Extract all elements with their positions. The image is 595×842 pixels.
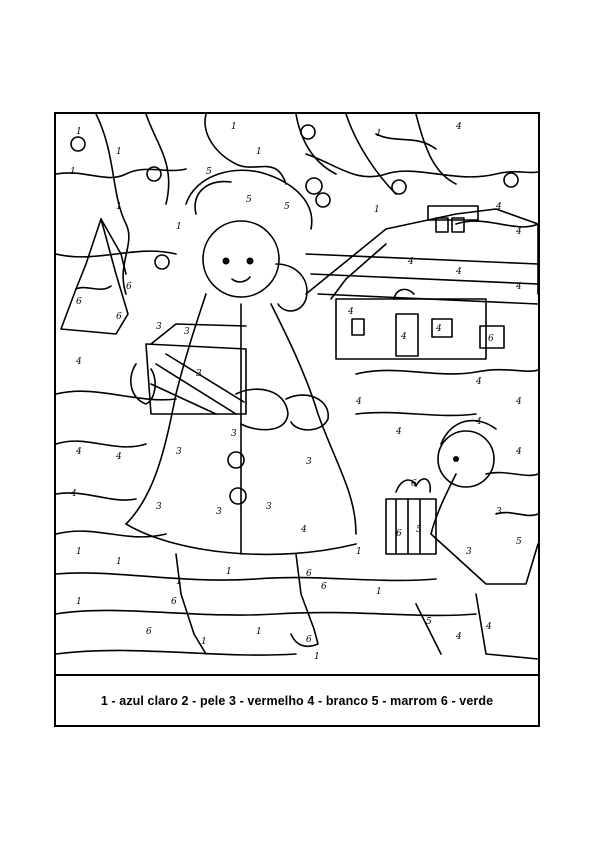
svg-text:4: 4: [516, 397, 522, 407]
svg-text:6: 6: [321, 582, 327, 592]
svg-text:1: 1: [201, 637, 207, 647]
color-by-number-drawing: [56, 114, 538, 674]
svg-text:3: 3: [156, 322, 162, 332]
svg-text:3: 3: [266, 502, 272, 512]
svg-text:4: 4: [76, 447, 82, 457]
svg-text:4: 4: [408, 257, 414, 267]
svg-text:4: 4: [456, 122, 462, 132]
svg-text:5: 5: [516, 537, 522, 547]
svg-text:1: 1: [231, 122, 237, 132]
svg-text:1: 1: [116, 147, 122, 157]
svg-text:5: 5: [284, 202, 290, 212]
svg-text:5: 5: [426, 617, 432, 627]
svg-text:3: 3: [216, 507, 222, 517]
svg-text:4: 4: [486, 622, 492, 632]
svg-text:6: 6: [126, 282, 132, 292]
svg-text:6: 6: [171, 597, 177, 607]
svg-text:4: 4: [476, 417, 482, 427]
svg-text:4: 4: [516, 227, 522, 237]
svg-text:1: 1: [356, 547, 362, 557]
svg-text:1: 1: [76, 597, 82, 607]
svg-text:6: 6: [411, 479, 417, 489]
svg-text:6: 6: [76, 297, 82, 307]
svg-text:1: 1: [376, 587, 382, 597]
svg-text:6: 6: [116, 312, 122, 322]
svg-text:3: 3: [176, 447, 182, 457]
svg-text:1: 1: [314, 652, 320, 662]
svg-text:4: 4: [71, 489, 77, 499]
svg-text:5: 5: [246, 195, 252, 205]
svg-text:6: 6: [306, 635, 312, 645]
svg-text:1: 1: [76, 127, 82, 137]
svg-text:6: 6: [488, 334, 494, 344]
svg-text:6: 6: [306, 569, 312, 579]
svg-text:5: 5: [206, 167, 212, 177]
svg-text:1: 1: [76, 547, 82, 557]
svg-text:1: 1: [256, 147, 262, 157]
svg-text:4: 4: [76, 357, 82, 367]
svg-text:6: 6: [146, 627, 152, 637]
svg-text:4: 4: [516, 447, 522, 457]
svg-text:4: 4: [496, 202, 502, 212]
svg-text:3: 3: [306, 457, 312, 467]
svg-text:3: 3: [156, 502, 162, 512]
svg-text:4: 4: [396, 427, 402, 437]
svg-text:1: 1: [70, 167, 76, 177]
svg-text:4: 4: [436, 324, 442, 334]
svg-text:1: 1: [226, 567, 232, 577]
svg-text:3: 3: [496, 507, 502, 517]
svg-text:3: 3: [466, 547, 472, 557]
svg-text:3: 3: [184, 327, 190, 337]
svg-text:4: 4: [516, 282, 522, 292]
svg-text:4: 4: [301, 525, 307, 535]
ground-lines: [56, 370, 538, 655]
svg-text:4: 4: [456, 267, 462, 277]
svg-text:4: 4: [348, 307, 354, 317]
svg-text:4: 4: [356, 397, 362, 407]
legend-text: 1 - azul claro 2 - pele 3 - vermelho 4 - branco 5 - marrom 6 - verde: [100, 693, 494, 708]
svg-text:6: 6: [396, 529, 402, 539]
svg-text:1: 1: [176, 577, 182, 587]
svg-text:4: 4: [476, 377, 482, 387]
svg-text:1: 1: [116, 557, 122, 567]
sky-lines: [56, 114, 538, 294]
svg-text:1: 1: [374, 205, 380, 215]
svg-text:3: 3: [231, 429, 237, 439]
svg-text:1: 1: [376, 129, 382, 139]
svg-text:4: 4: [116, 452, 122, 462]
svg-text:4: 4: [456, 632, 462, 642]
coloring-sheet: [54, 112, 540, 727]
house: [306, 206, 538, 359]
svg-text:1: 1: [116, 202, 122, 212]
svg-text:5: 5: [416, 525, 422, 535]
svg-text:4: 4: [401, 332, 407, 342]
svg-text:3: 3: [196, 369, 202, 379]
svg-text:1: 1: [176, 222, 182, 232]
region-numbers: [70, 122, 522, 662]
svg-text:1: 1: [256, 627, 262, 637]
color-legend: [56, 674, 538, 725]
